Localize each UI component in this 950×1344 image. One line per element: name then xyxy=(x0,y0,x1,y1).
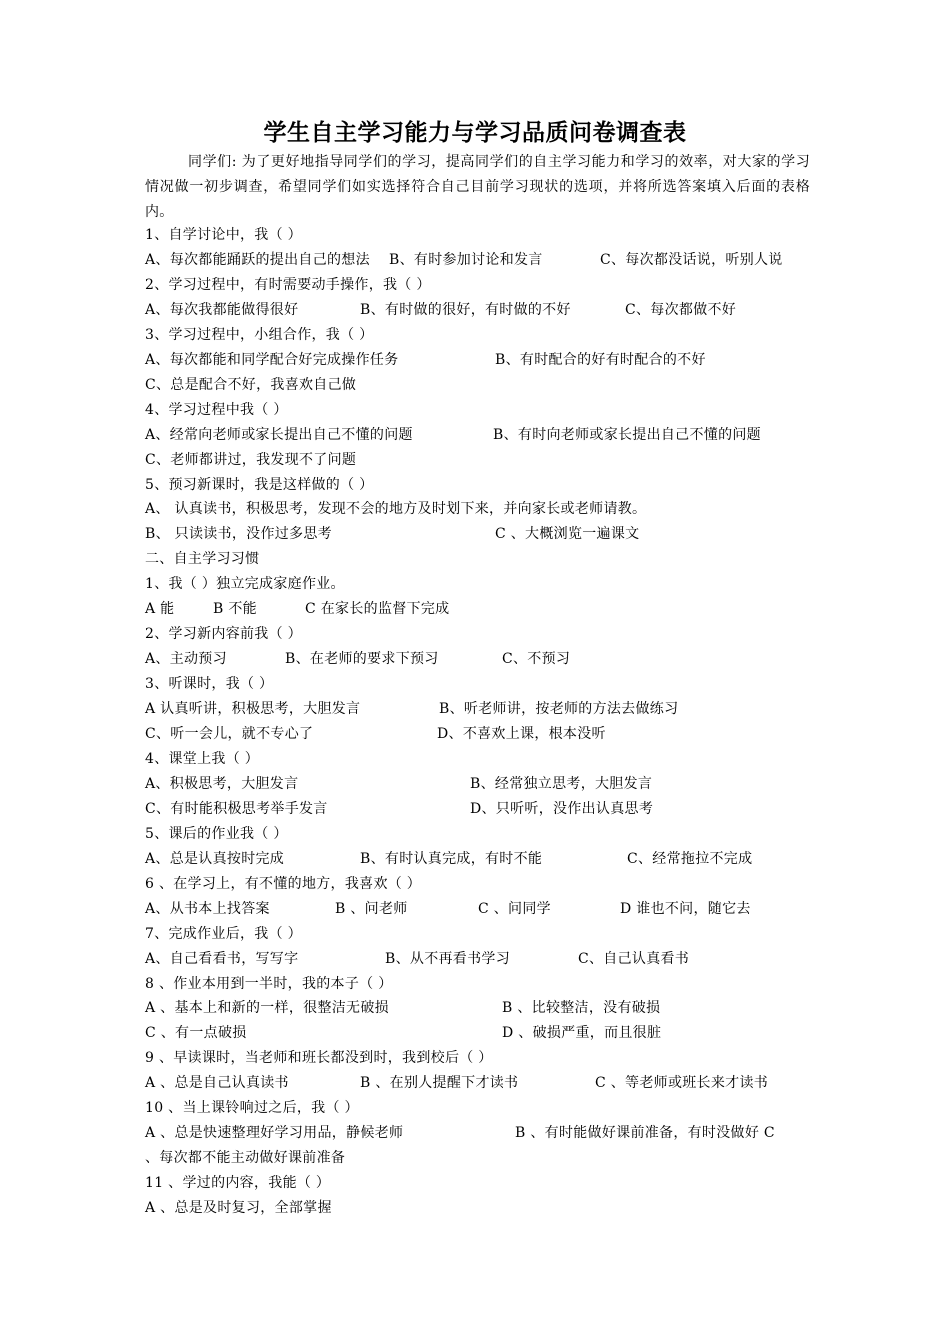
answer-option: C、有时能积极思考举手发言 xyxy=(145,800,328,817)
answer-option: A 、总是快速整理好学习用品，静候老师 xyxy=(145,1125,404,1142)
answer-option: A 能 xyxy=(145,601,175,618)
answer-option: B、有时认真完成，有时不能 xyxy=(360,850,543,867)
line-text: 9 、早读课时，当老师和班长都没到时，我到校后（ ） xyxy=(145,1050,493,1067)
answer-option: C 在家长的监督下完成 xyxy=(305,601,450,618)
answer-option: B 、问老师 xyxy=(335,900,408,917)
answer-option: B 、在别人提醒下才读书 xyxy=(360,1075,519,1092)
line-text: 3、听课时，我（ ） xyxy=(145,676,274,693)
answer-option: D、不喜欢上课，根本没听 xyxy=(437,726,606,742)
answer-option: C 、等老师或班长来才读书 xyxy=(595,1075,769,1092)
answer-option: B、 只读读书，没作过多思考 xyxy=(145,526,332,543)
answer-option: A、主动预习 xyxy=(145,651,227,668)
line-text: 3、学习过程中，小组合作，我（ ） xyxy=(145,326,374,343)
line-text: 、每次都不能主动做好课前准备 xyxy=(145,1150,346,1167)
answer-option: A、每次都能和同学配合好完成操作任务 xyxy=(145,351,399,368)
answer-option: B、有时向老师或家长提出自己不懂的问题 xyxy=(493,426,761,443)
line-text: C、老师都讲过，我发现不了问题 xyxy=(145,451,357,468)
line-text: A 、总是及时复习，全部掌握 xyxy=(145,1200,332,1217)
answer-option: A、经常向老师或家长提出自己不懂的问题 xyxy=(145,426,413,443)
answer-option: A 、总是自己认真读书 xyxy=(145,1075,289,1092)
answer-option: C、不预习 xyxy=(502,651,571,668)
page-title: 学生自主学习能力与学习品质问卷调查表 xyxy=(263,120,687,146)
line-text: A、 认真读书，积极思考，发现不会的地方及时划下来，并向家长或老师请教。 xyxy=(145,501,647,518)
answer-option: C 、问同学 xyxy=(478,900,551,917)
answer-option: B、有时参加讨论和发言 xyxy=(389,251,543,268)
answer-option: B、有时做的很好，有时做的不好 xyxy=(360,301,571,318)
answer-option: D 谁也不问，随它去 xyxy=(620,900,751,917)
answer-option: A、总是认真按时完成 xyxy=(145,850,285,867)
answer-option: C 、大概浏览一遍课文 xyxy=(495,526,640,543)
answer-option: B、经常独立思考，大胆发言 xyxy=(470,775,653,792)
line-text: 7、完成作业后，我（ ） xyxy=(145,925,302,942)
answer-option: B、听老师讲，按老师的方法去做练习 xyxy=(439,701,679,718)
answer-option: B 、有时能做好课前准备，有时没做好 C xyxy=(515,1125,775,1142)
line-text: 4、学习过程中我（ ） xyxy=(145,401,288,418)
line-text: 1、自学讨论中，我（ ） xyxy=(145,227,302,243)
answer-option: A、每次都能踊跃的提出自己的想法 xyxy=(145,251,370,268)
line-text: 1、我（ ）独立完成家庭作业。 xyxy=(145,576,345,593)
answer-option: C、经常拖拉不完成 xyxy=(627,850,753,867)
answer-option: C、自己认真看书 xyxy=(578,950,690,967)
line-text: 8 、作业本用到一半时，我的本子（ ） xyxy=(145,975,393,992)
line-text: C、总是配合不好，我喜欢自己做 xyxy=(145,376,357,393)
line-text: 二、自主学习习惯 xyxy=(145,551,260,568)
answer-option: B、有时配合的好有时配合的不好 xyxy=(495,351,706,368)
answer-option: A、每次我都能做得很好 xyxy=(145,301,299,318)
answer-option: D、只听听，没作出认真思考 xyxy=(470,800,654,817)
answer-option: C、每次都没话说，听别人说 xyxy=(600,251,783,268)
answer-option: C、听一会儿，就不专心了 xyxy=(145,726,314,742)
line-text: 11 、学过的内容，我能（ ） xyxy=(145,1175,331,1192)
answer-option: A、从书本上找答案 xyxy=(145,900,270,917)
line-text: 6 、在学习上，有不懂的地方，我喜欢（ ） xyxy=(145,875,422,892)
line-text: 2、学习过程中，有时需要动手操作，我（ ） xyxy=(145,276,431,293)
line-text: 10 、当上课铃响过之后，我（ ） xyxy=(145,1100,359,1117)
line-text: 4、课堂上我（ ） xyxy=(145,750,260,767)
line-text: 2、学习新内容前我（ ） xyxy=(145,626,302,643)
answer-option: B、在老师的要求下预习 xyxy=(285,651,439,668)
answer-option: B、从不再看书学习 xyxy=(385,950,510,967)
answer-option: C 、有一点破损 xyxy=(145,1025,247,1042)
answer-option: A、自己看看书，写写字 xyxy=(145,950,299,967)
answer-option: B 不能 xyxy=(213,601,257,618)
answer-option: A、积极思考，大胆发言 xyxy=(145,775,299,792)
answer-option: A 认真听讲，积极思考，大胆发言 xyxy=(145,701,361,718)
answer-option: C、每次都做不好 xyxy=(625,301,737,318)
line-text: 5、预习新课时，我是这样做的（ ） xyxy=(145,476,374,493)
answer-option: A 、基本上和新的一样，很整洁无破损 xyxy=(145,1000,389,1017)
answer-option: B 、比较整洁，没有破损 xyxy=(502,1000,661,1017)
answer-option: D 、破损严重，而且很脏 xyxy=(502,1025,662,1042)
line-text: 5、课后的作业我（ ） xyxy=(145,825,288,842)
intro-paragraph: 同学们: 为了更好地指导同学们的学习，提高同学们的自主学习能力和学习的效率，对大家的学习情况做一初步调查，希望同学们如实选择符合自己目前学习现状的选项，并将所选答案填入后面的表格内。 xyxy=(145,154,810,220)
